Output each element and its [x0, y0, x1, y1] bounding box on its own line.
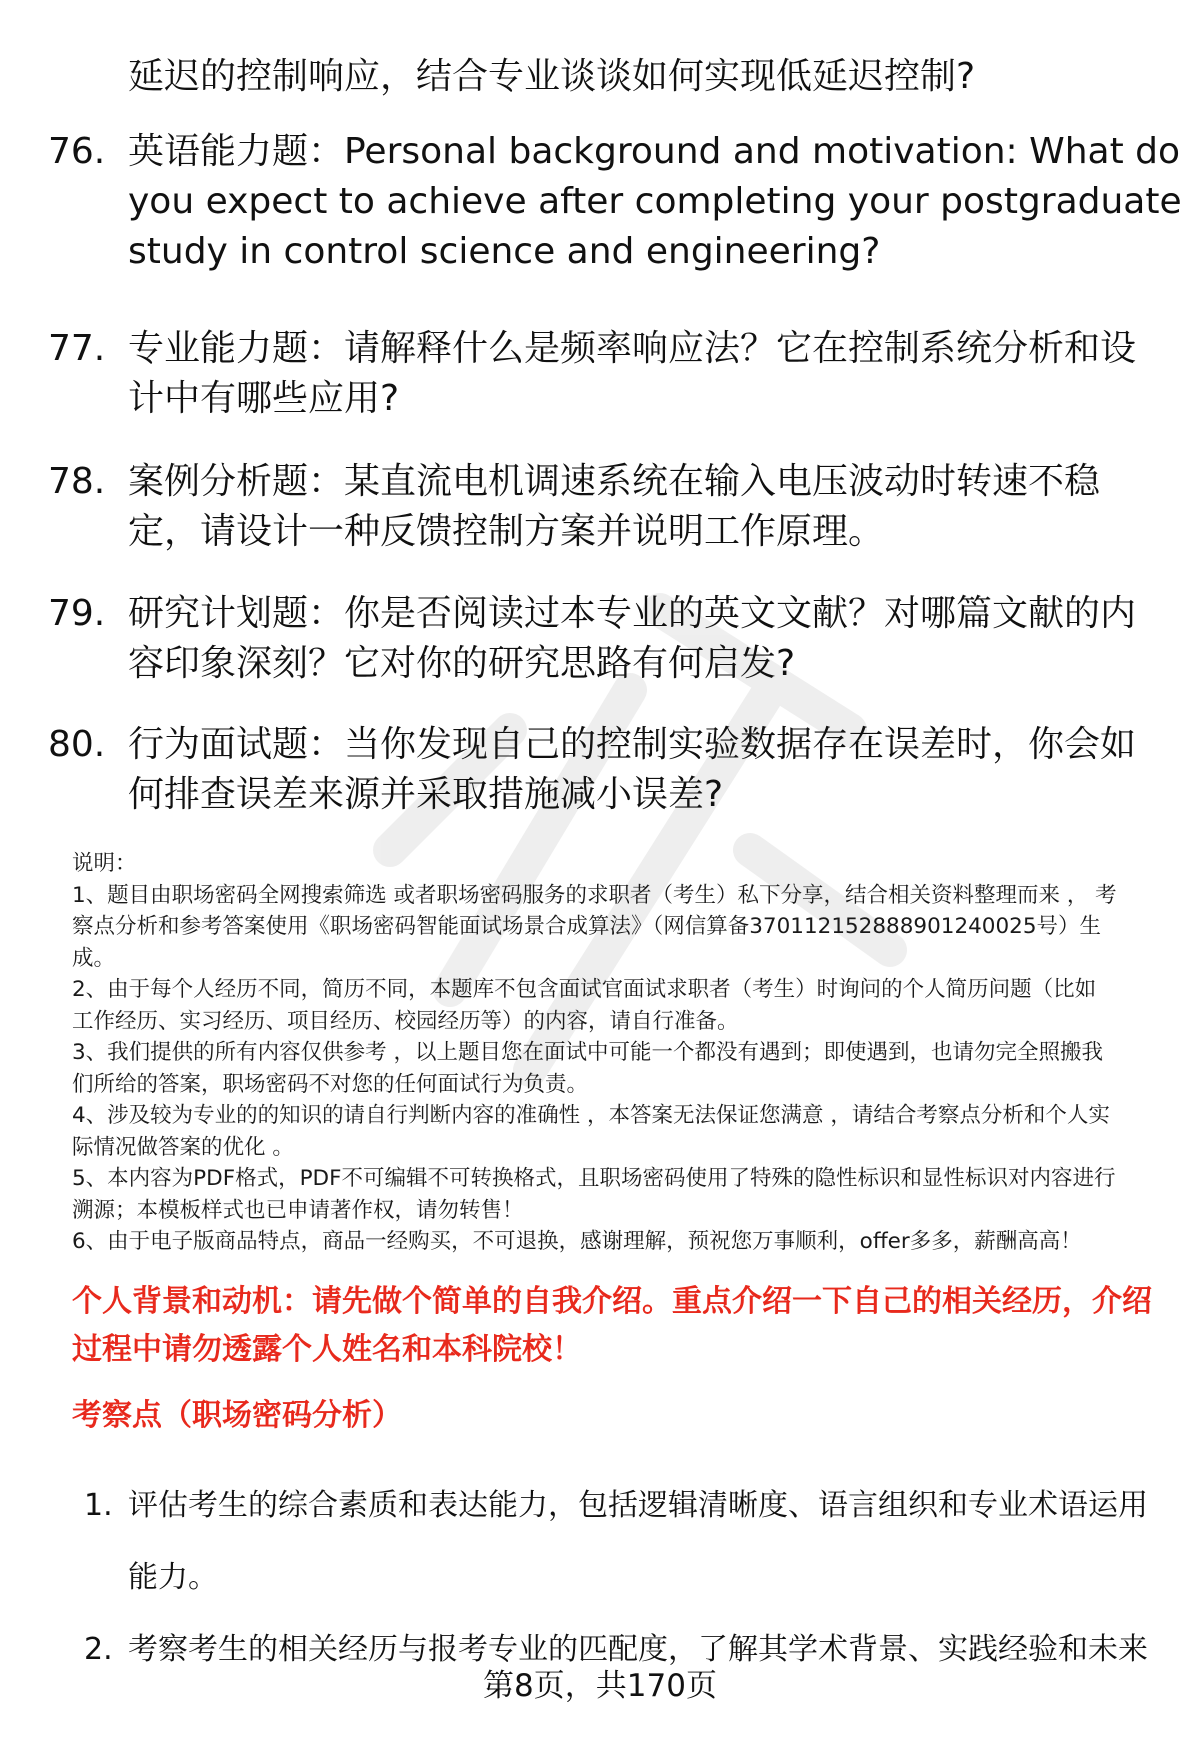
question-number: 78.: [48, 461, 106, 502]
notes-line: 3、我们提供的所有内容仅供参考 ，以上题目您在面试中可能一个都没有遇到；即使遇到，也请勿完全照搬我: [72, 1040, 1104, 1065]
notes-line: 们所给的答案，职场密码不对您的任何面试行为负责。: [72, 1071, 589, 1097]
analysis-item-number: 2.: [84, 1632, 113, 1667]
notes-section: [72, 848, 1152, 1258]
question-76: [48, 127, 1182, 277]
question-78: [48, 457, 1158, 557]
question-75-continuation: [48, 52, 1158, 102]
question-number: 77.: [48, 328, 106, 369]
notes-line: 成。: [72, 945, 116, 971]
analysis-item-text: 考察考生的相关经历与报考专业的匹配度，了解其学术背景、实践经验和未来: [128, 1632, 1148, 1667]
analysis-item: [84, 1470, 1164, 1614]
question-text: 专业能力题：请解释什么是频率响应法？它在控制系统分析和设: [128, 328, 1137, 369]
notes-line: 察点分析和参考答案使用《职场密码智能面试场景合成算法》（网信算备370112152888901240025号）生: [72, 914, 1102, 939]
question-number: 80.: [48, 724, 106, 765]
notes-line: 溯源；本模板样式也已申请著作权，请勿转售！: [72, 1197, 524, 1223]
question-text: 容印象深刻？它对你的研究思路有何启发?: [128, 643, 796, 684]
question-text: 定，请设计一种反馈控制方案并说明工作原理。: [128, 511, 885, 552]
notes-line: 际情况做答案的优化 。: [72, 1134, 294, 1160]
focus-question-line: 个人背景和动机：请先做个简单的自我介绍。重点介绍一下自己的相关经历，介绍: [72, 1284, 1152, 1319]
question-80: [48, 720, 1158, 820]
question-text: 延迟的控制响应，结合专业谈谈如何实现低延迟控制?: [128, 56, 976, 97]
question-number: 79.: [48, 593, 106, 634]
question-text: study in control science and engineering?: [128, 231, 881, 272]
question-77: [48, 324, 1158, 424]
notes-title: 说明：: [72, 851, 137, 876]
notes-line: 工作经历、实习经历、项目经历、校园经历等）的内容，请自行准备。: [72, 1008, 739, 1034]
question-text: 案例分析题：某直流电机调速系统在输入电压波动时转速不稳: [128, 461, 1101, 502]
focus-question-heading: [72, 1278, 1162, 1374]
page-number-footer: 第8页，共170页: [483, 1668, 717, 1704]
analysis-item-text: 评估考生的综合素质和表达能力，包括逻辑清晰度、语言组织和专业术语运用: [128, 1488, 1148, 1523]
notes-line: 6、由于电子版商品特点，商品一经购买，不可退换，感谢理解，预祝您万事顺利，offer多多，薪酬高高！: [72, 1229, 1082, 1254]
question-text: 计中有哪些应用?: [128, 378, 400, 419]
focus-question-line: 过程中请勿透露个人姓名和本科院校！: [72, 1332, 582, 1367]
question-text: 研究计划题：你是否阅读过本专业的英文文献？对哪篇文献的内: [128, 593, 1137, 634]
analysis-title: 考察点（职场密码分析）: [72, 1398, 402, 1433]
analysis-item-number: 1.: [84, 1488, 113, 1523]
question-text: you expect to achieve after completing your postgraduate: [128, 181, 1182, 222]
notes-line: 2、由于每个人经历不同，简历不同，本题库不包含面试官面试求职者（考生）时询问的个人简历问题（比如: [72, 977, 1097, 1002]
analysis-item-text: 能力。: [128, 1560, 218, 1595]
notes-line: 1、题目由职场密码全网搜索筛选 或者职场密码服务的求职者（考生）私下分享，结合相关资料整理而来 ， 考: [72, 882, 1117, 908]
analysis-list: [84, 1470, 1164, 1686]
question-text: 何排查误差来源并采取措施减小误差?: [128, 774, 724, 815]
notes-line: 4、涉及较为专业的的知识的请自行判断内容的准确性 ，本答案无法保证您满意 ，请结合考察点分析和个人实: [72, 1103, 1110, 1128]
question-text: 行为面试题：当你发现自己的控制实验数据存在误差时，你会如: [128, 724, 1137, 765]
notes-line: 5、本内容为PDF格式，PDF不可编辑不可转换格式，且职场密码使用了特殊的隐性标识和显性标识对内容进行: [72, 1166, 1116, 1191]
question-text: 英语能力题：Personal background and motivation: What do: [128, 131, 1181, 172]
question-79: [48, 589, 1158, 689]
question-number: 76.: [48, 131, 106, 172]
